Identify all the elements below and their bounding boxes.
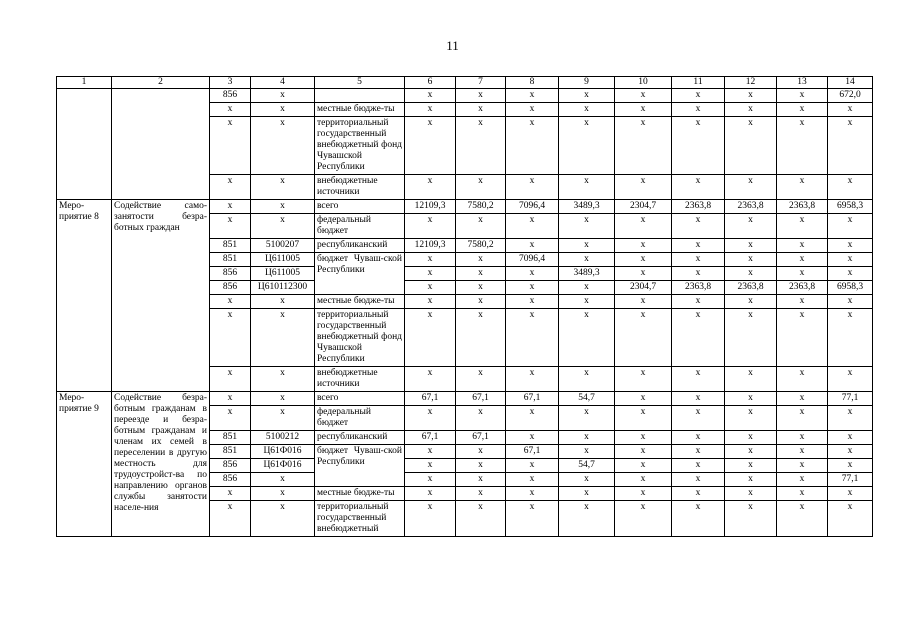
column-header-13: 13 xyxy=(777,77,828,89)
code-cell: 851 xyxy=(210,445,251,459)
value-cell: x xyxy=(559,501,615,537)
value-cell: x xyxy=(456,406,506,431)
value-cell: x xyxy=(456,295,506,309)
value-cell: x xyxy=(456,281,506,295)
value-cell: x xyxy=(615,501,672,537)
value-cell: 2363,8 xyxy=(672,200,725,214)
value-cell: x xyxy=(405,117,456,175)
code-cell: x xyxy=(210,487,251,501)
code-cell: 851 xyxy=(210,431,251,445)
value-cell: x xyxy=(615,367,672,392)
value-cell: x xyxy=(672,89,725,103)
value-cell: x xyxy=(725,501,777,537)
value-cell: x xyxy=(506,103,559,117)
value-cell: x xyxy=(615,239,672,253)
value-cell: 54,7 xyxy=(559,392,615,406)
value-cell: x xyxy=(615,309,672,367)
code-cell: x xyxy=(251,367,315,392)
value-cell: 6958,3 xyxy=(828,200,873,214)
source-cell: местные бюдже-ты xyxy=(315,487,405,501)
value-cell: x xyxy=(456,214,506,239)
value-cell: x xyxy=(672,253,725,267)
value-cell: x xyxy=(405,267,456,281)
value-cell: x xyxy=(777,117,828,175)
code-cell: 851 xyxy=(210,239,251,253)
value-cell: x xyxy=(456,89,506,103)
value-cell: x xyxy=(506,406,559,431)
code-cell: Ц611005 xyxy=(251,267,315,281)
value-cell: x xyxy=(725,214,777,239)
value-cell: x xyxy=(506,295,559,309)
code-cell: x xyxy=(210,309,251,367)
value-cell: x xyxy=(506,473,559,487)
value-cell: x xyxy=(672,267,725,281)
value-cell: 2363,8 xyxy=(777,281,828,295)
value-cell: x xyxy=(777,253,828,267)
value-cell: x xyxy=(405,253,456,267)
source-cell: республиканский xyxy=(315,431,405,445)
code-cell: x xyxy=(251,406,315,431)
event-cell-empty xyxy=(57,89,112,200)
code-cell: 5100212 xyxy=(251,431,315,445)
value-cell: x xyxy=(725,253,777,267)
value-cell: x xyxy=(405,501,456,537)
value-cell: x xyxy=(828,214,873,239)
value-cell: x xyxy=(615,392,672,406)
value-cell: 67,1 xyxy=(506,445,559,459)
value-cell: x xyxy=(405,214,456,239)
value-cell: x xyxy=(725,445,777,459)
value-cell: x xyxy=(506,214,559,239)
value-cell: x xyxy=(725,406,777,431)
value-cell: x xyxy=(506,267,559,281)
code-cell: x xyxy=(251,117,315,175)
source-cell: территориальный государственный внебюджетный фонд Чувашской Республики xyxy=(315,309,405,367)
value-cell: 54,7 xyxy=(559,459,615,473)
value-cell: x xyxy=(777,267,828,281)
table-row xyxy=(57,200,873,214)
budget-table xyxy=(56,76,873,537)
code-cell: x xyxy=(251,309,315,367)
column-header-14: 14 xyxy=(828,77,873,89)
value-cell: x xyxy=(405,367,456,392)
column-header-11: 11 xyxy=(672,77,725,89)
value-cell: x xyxy=(777,175,828,200)
value-cell: x xyxy=(725,459,777,473)
code-cell: 856 xyxy=(210,281,251,295)
table-row xyxy=(57,392,873,406)
value-cell: 3489,3 xyxy=(559,267,615,281)
value-cell: x xyxy=(615,175,672,200)
value-cell: x xyxy=(559,214,615,239)
value-cell: x xyxy=(672,175,725,200)
value-cell: x xyxy=(725,295,777,309)
column-header-6: 6 xyxy=(405,77,456,89)
code-cell: x xyxy=(210,367,251,392)
value-cell: x xyxy=(828,431,873,445)
value-cell: x xyxy=(672,501,725,537)
value-cell: x xyxy=(405,487,456,501)
column-header-1: 1 xyxy=(57,77,112,89)
value-cell: x xyxy=(615,459,672,473)
code-cell: x xyxy=(251,295,315,309)
value-cell: x xyxy=(559,239,615,253)
value-cell: x xyxy=(725,431,777,445)
value-cell: x xyxy=(777,487,828,501)
value-cell: x xyxy=(559,89,615,103)
column-header-10: 10 xyxy=(615,77,672,89)
value-cell: 2363,8 xyxy=(725,200,777,214)
code-cell: x xyxy=(210,175,251,200)
source-cell: бюджет Чуваш-ской Республики xyxy=(315,445,405,487)
code-cell: x xyxy=(210,406,251,431)
code-cell: Ц610112300 xyxy=(251,281,315,295)
column-header-5: 5 xyxy=(315,77,405,89)
value-cell: x xyxy=(725,309,777,367)
value-cell: x xyxy=(672,295,725,309)
value-cell: x xyxy=(456,445,506,459)
value-cell: x xyxy=(615,267,672,281)
value-cell: x xyxy=(405,473,456,487)
value-cell: x xyxy=(777,309,828,367)
column-header-9: 9 xyxy=(559,77,615,89)
code-cell: 851 xyxy=(210,253,251,267)
value-cell: x xyxy=(615,103,672,117)
value-cell: x xyxy=(725,175,777,200)
value-cell: 67,1 xyxy=(405,392,456,406)
code-cell: Ц61Ф016 xyxy=(251,445,315,459)
value-cell: x xyxy=(777,445,828,459)
value-cell: x xyxy=(672,103,725,117)
event-description: Содействие само-занятости безра-ботных граждан xyxy=(112,200,210,392)
value-cell: 7096,4 xyxy=(506,200,559,214)
value-cell: 67,1 xyxy=(506,392,559,406)
header-row xyxy=(57,77,873,89)
value-cell: x xyxy=(777,214,828,239)
value-cell: x xyxy=(828,267,873,281)
value-cell: x xyxy=(559,253,615,267)
value-cell: x xyxy=(559,175,615,200)
value-cell: x xyxy=(559,295,615,309)
value-cell: x xyxy=(615,473,672,487)
code-cell: x xyxy=(210,501,251,537)
value-cell: x xyxy=(456,267,506,281)
value-cell: x xyxy=(506,367,559,392)
value-cell: x xyxy=(828,501,873,537)
source-cell: федеральный бюджет xyxy=(315,406,405,431)
value-cell: x xyxy=(506,501,559,537)
value-cell: 2363,8 xyxy=(777,200,828,214)
value-cell: x xyxy=(615,89,672,103)
value-cell: x xyxy=(777,459,828,473)
value-cell: x xyxy=(828,295,873,309)
value-cell: x xyxy=(828,406,873,431)
value-cell: x xyxy=(456,487,506,501)
source-cell: территориальный государственный внебюджетный xyxy=(315,501,405,537)
code-cell: 856 xyxy=(210,459,251,473)
code-cell: x xyxy=(251,103,315,117)
column-header-12: 12 xyxy=(725,77,777,89)
code-cell: 856 xyxy=(210,473,251,487)
value-cell: x xyxy=(777,367,828,392)
value-cell: 2363,8 xyxy=(672,281,725,295)
code-cell: x xyxy=(210,200,251,214)
value-cell: x xyxy=(672,445,725,459)
value-cell: x xyxy=(559,487,615,501)
value-cell: x xyxy=(405,89,456,103)
value-cell: x xyxy=(456,459,506,473)
value-cell: x xyxy=(405,103,456,117)
source-cell: внебюджетные источники xyxy=(315,175,405,200)
value-cell: 2363,8 xyxy=(725,281,777,295)
code-cell: x xyxy=(251,214,315,239)
value-cell: x xyxy=(725,239,777,253)
value-cell: x xyxy=(828,367,873,392)
source-cell xyxy=(315,89,405,103)
value-cell: x xyxy=(725,117,777,175)
code-cell: 856 xyxy=(210,267,251,281)
value-cell: x xyxy=(828,239,873,253)
source-cell: территориальный государственный внебюджетный фонд Чувашской Республики xyxy=(315,117,405,175)
table-body xyxy=(57,77,873,537)
value-cell: x xyxy=(456,309,506,367)
value-cell: x xyxy=(506,487,559,501)
code-cell: Ц61Ф016 xyxy=(251,459,315,473)
value-cell: x xyxy=(828,459,873,473)
value-cell: x xyxy=(672,214,725,239)
value-cell: x xyxy=(777,431,828,445)
value-cell: x xyxy=(506,431,559,445)
column-header-8: 8 xyxy=(506,77,559,89)
value-cell: x xyxy=(506,175,559,200)
column-header-4: 4 xyxy=(251,77,315,89)
value-cell: x xyxy=(615,487,672,501)
value-cell: x xyxy=(672,117,725,175)
value-cell: x xyxy=(559,431,615,445)
value-cell: x xyxy=(506,239,559,253)
value-cell: x xyxy=(672,239,725,253)
value-cell: x xyxy=(828,487,873,501)
value-cell: 672,0 xyxy=(828,89,873,103)
value-cell: x xyxy=(615,406,672,431)
value-cell: x xyxy=(615,445,672,459)
code-cell: x xyxy=(251,89,315,103)
value-cell: x xyxy=(672,309,725,367)
value-cell: x xyxy=(672,487,725,501)
table-row xyxy=(57,89,873,103)
code-cell: Ц611005 xyxy=(251,253,315,267)
value-cell: x xyxy=(615,431,672,445)
code-cell: x xyxy=(251,487,315,501)
value-cell: x xyxy=(725,367,777,392)
value-cell: x xyxy=(559,309,615,367)
value-cell: x xyxy=(559,406,615,431)
value-cell: x xyxy=(615,295,672,309)
value-cell: 7580,2 xyxy=(456,200,506,214)
value-cell: x xyxy=(405,445,456,459)
value-cell: x xyxy=(672,459,725,473)
value-cell: x xyxy=(559,103,615,117)
code-cell: 856 xyxy=(210,89,251,103)
value-cell: x xyxy=(672,473,725,487)
value-cell: 3489,3 xyxy=(559,200,615,214)
value-cell: x xyxy=(828,253,873,267)
value-cell: x xyxy=(559,473,615,487)
value-cell: x xyxy=(456,253,506,267)
value-cell: x xyxy=(828,445,873,459)
value-cell: x xyxy=(405,309,456,367)
value-cell: 7580,2 xyxy=(456,239,506,253)
value-cell: 67,1 xyxy=(405,431,456,445)
value-cell: x xyxy=(672,406,725,431)
value-cell: x xyxy=(506,459,559,473)
value-cell: x xyxy=(672,367,725,392)
value-cell: x xyxy=(456,473,506,487)
event-label: Меро-приятие 9 xyxy=(57,392,112,537)
value-cell: x xyxy=(559,367,615,392)
code-cell: x xyxy=(251,392,315,406)
column-header-2: 2 xyxy=(112,77,210,89)
value-cell: x xyxy=(456,501,506,537)
value-cell: 2304,7 xyxy=(615,281,672,295)
value-cell: x xyxy=(725,89,777,103)
value-cell: x xyxy=(672,431,725,445)
source-cell: бюджет Чуваш-ской Республики xyxy=(315,253,405,295)
value-cell: 6958,3 xyxy=(828,281,873,295)
code-cell: x xyxy=(210,117,251,175)
value-cell: x xyxy=(506,309,559,367)
value-cell: x xyxy=(828,117,873,175)
code-cell: x xyxy=(210,103,251,117)
code-cell: x xyxy=(210,295,251,309)
value-cell: x xyxy=(456,367,506,392)
value-cell: x xyxy=(828,309,873,367)
code-cell: x xyxy=(251,175,315,200)
value-cell: 77,1 xyxy=(828,392,873,406)
event-description: Содействие безра-ботным гражданам в переезде и безра-ботным гражданам и членам их семей в переселении в другую местность для трудоустройст-ва по направлению органов службы занятости населе-ния xyxy=(112,392,210,537)
source-cell: федеральный бюджет xyxy=(315,214,405,239)
value-cell: x xyxy=(559,117,615,175)
code-cell: x xyxy=(251,200,315,214)
value-cell: 12109,3 xyxy=(405,239,456,253)
column-header-7: 7 xyxy=(456,77,506,89)
value-cell: x xyxy=(405,459,456,473)
value-cell: x xyxy=(506,117,559,175)
value-cell: x xyxy=(405,406,456,431)
value-cell: x xyxy=(777,239,828,253)
value-cell: x xyxy=(725,103,777,117)
value-cell: x xyxy=(828,103,873,117)
value-cell: x xyxy=(777,406,828,431)
value-cell: x xyxy=(615,253,672,267)
code-cell: x xyxy=(251,501,315,537)
value-cell: 7096,4 xyxy=(506,253,559,267)
code-cell: x xyxy=(210,214,251,239)
event-label: Меро-приятие 8 xyxy=(57,200,112,392)
value-cell: x xyxy=(725,487,777,501)
value-cell: x xyxy=(672,392,725,406)
value-cell: x xyxy=(506,89,559,103)
value-cell: x xyxy=(777,473,828,487)
value-cell: 2304,7 xyxy=(615,200,672,214)
value-cell: x xyxy=(456,175,506,200)
page-number: 11 xyxy=(446,38,459,53)
value-cell: x xyxy=(456,103,506,117)
source-cell: внебюджетные источники xyxy=(315,367,405,392)
source-cell: республиканский xyxy=(315,239,405,253)
value-cell: x xyxy=(777,103,828,117)
column-header-3: 3 xyxy=(210,77,251,89)
value-cell: x xyxy=(777,89,828,103)
value-cell: x xyxy=(725,392,777,406)
value-cell: x xyxy=(615,117,672,175)
value-cell: 12109,3 xyxy=(405,200,456,214)
value-cell: x xyxy=(777,501,828,537)
value-cell: x xyxy=(405,281,456,295)
value-cell: x xyxy=(725,267,777,281)
value-cell: 67,1 xyxy=(456,431,506,445)
value-cell: x xyxy=(615,214,672,239)
value-cell: x xyxy=(559,445,615,459)
value-cell: 67,1 xyxy=(456,392,506,406)
source-cell: всего xyxy=(315,200,405,214)
value-cell: x xyxy=(777,295,828,309)
description-cell-empty xyxy=(112,89,210,200)
code-cell: x xyxy=(251,473,315,487)
code-cell: x xyxy=(210,392,251,406)
code-cell: 5100207 xyxy=(251,239,315,253)
value-cell: 77,1 xyxy=(828,473,873,487)
value-cell: x xyxy=(405,295,456,309)
value-cell: x xyxy=(725,473,777,487)
source-cell: местные бюдже-ты xyxy=(315,103,405,117)
value-cell: x xyxy=(456,117,506,175)
value-cell: x xyxy=(405,175,456,200)
value-cell: x xyxy=(506,281,559,295)
source-cell: всего xyxy=(315,392,405,406)
value-cell: x xyxy=(559,281,615,295)
source-cell: местные бюдже-ты xyxy=(315,295,405,309)
value-cell: x xyxy=(828,175,873,200)
value-cell: x xyxy=(777,392,828,406)
